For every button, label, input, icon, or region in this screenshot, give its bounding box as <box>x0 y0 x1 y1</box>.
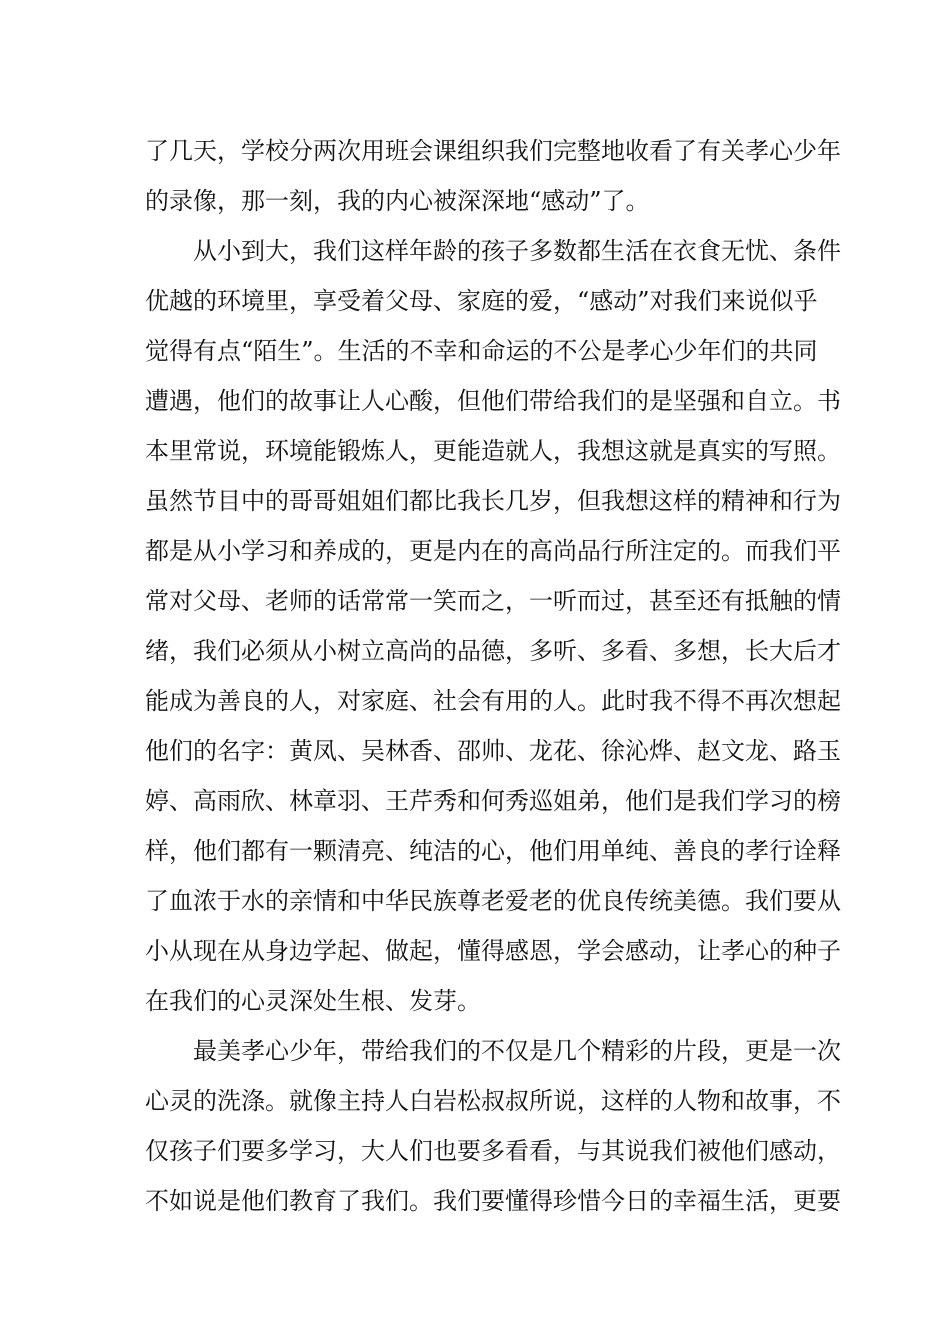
text-line: 了血浓于水的亲情和中华民族尊老爱老的优良传统美德。我们要从 <box>145 887 841 915</box>
paragraph-first-line: 最美孝心少年，带给我们的不仅是几个精彩的片段，更是一次 <box>193 1037 841 1065</box>
text-line: 绪，我们必须从小树立高尚的品德，多听、多看、多想，长大后才 <box>145 637 841 665</box>
text-line: 婷、高雨欣、林章羽、王芹秀和何秀巡姐弟，他们是我们学习的榜 <box>145 787 841 815</box>
text-line: 仅孩子们要多学习，大人们也要多看看，与其说我们被他们感动， <box>145 1137 841 1165</box>
text-line: 他们的名字：黄凤、吴林香、邵帅、龙花、徐沁烨、赵文龙、路玉 <box>145 737 841 765</box>
text-line: 小从现在从身边学起、做起，懂得感恩，学会感动，让孝心的种子 <box>145 937 841 965</box>
text-line: 常对父母、老师的话常常一笑而之，一听而过，甚至还有抵触的情 <box>145 587 841 615</box>
text-line: 样，他们都有一颗清亮、纯洁的心，他们用单纯、善良的孝行诠释 <box>145 837 841 865</box>
text-line: 都是从小学习和养成的，更是内在的高尚品行所注定的。而我们平 <box>145 537 841 565</box>
text-line: 在我们的心灵深处生根、发芽。 <box>145 987 481 1015</box>
text-line: 虽然节目中的哥哥姐姐们都比我长几岁，但我想这样的精神和行为 <box>145 487 841 515</box>
text-line: 不如说是他们教育了我们。我们要懂得珍惜今日的幸福生活，更要 <box>145 1187 841 1215</box>
paragraph-first-line: 从小到大，我们这样年龄的孩子多数都生活在衣食无忧、条件 <box>193 237 841 265</box>
text-line: 心灵的洗涤。就像主持人白岩松叔叔所说，这样的人物和故事，不 <box>145 1087 841 1115</box>
text-line: 了几天，学校分两次用班会课组织我们完整地收看了有关孝心少年 <box>145 137 841 165</box>
text-line: 优越的环境里，享受着父母、家庭的爱，“感动”对我们来说似乎 <box>145 287 818 315</box>
text-line: 能成为善良的人，对家庭、社会有用的人。此时我不得不再次想起 <box>145 687 841 715</box>
text-line: 的录像，那一刻，我的内心被深深地“感动”了。 <box>145 187 650 215</box>
text-line: 遭遇，他们的故事让人心酸，但他们带给我们的是坚强和自立。书 <box>145 387 841 415</box>
text-line: 觉得有点“陌生”。生活的不幸和命运的不公是孝心少年们的共同 <box>145 337 818 365</box>
text-line: 本里常说，环境能锻炼人，更能造就人，我想这就是真实的写照。 <box>145 437 841 465</box>
